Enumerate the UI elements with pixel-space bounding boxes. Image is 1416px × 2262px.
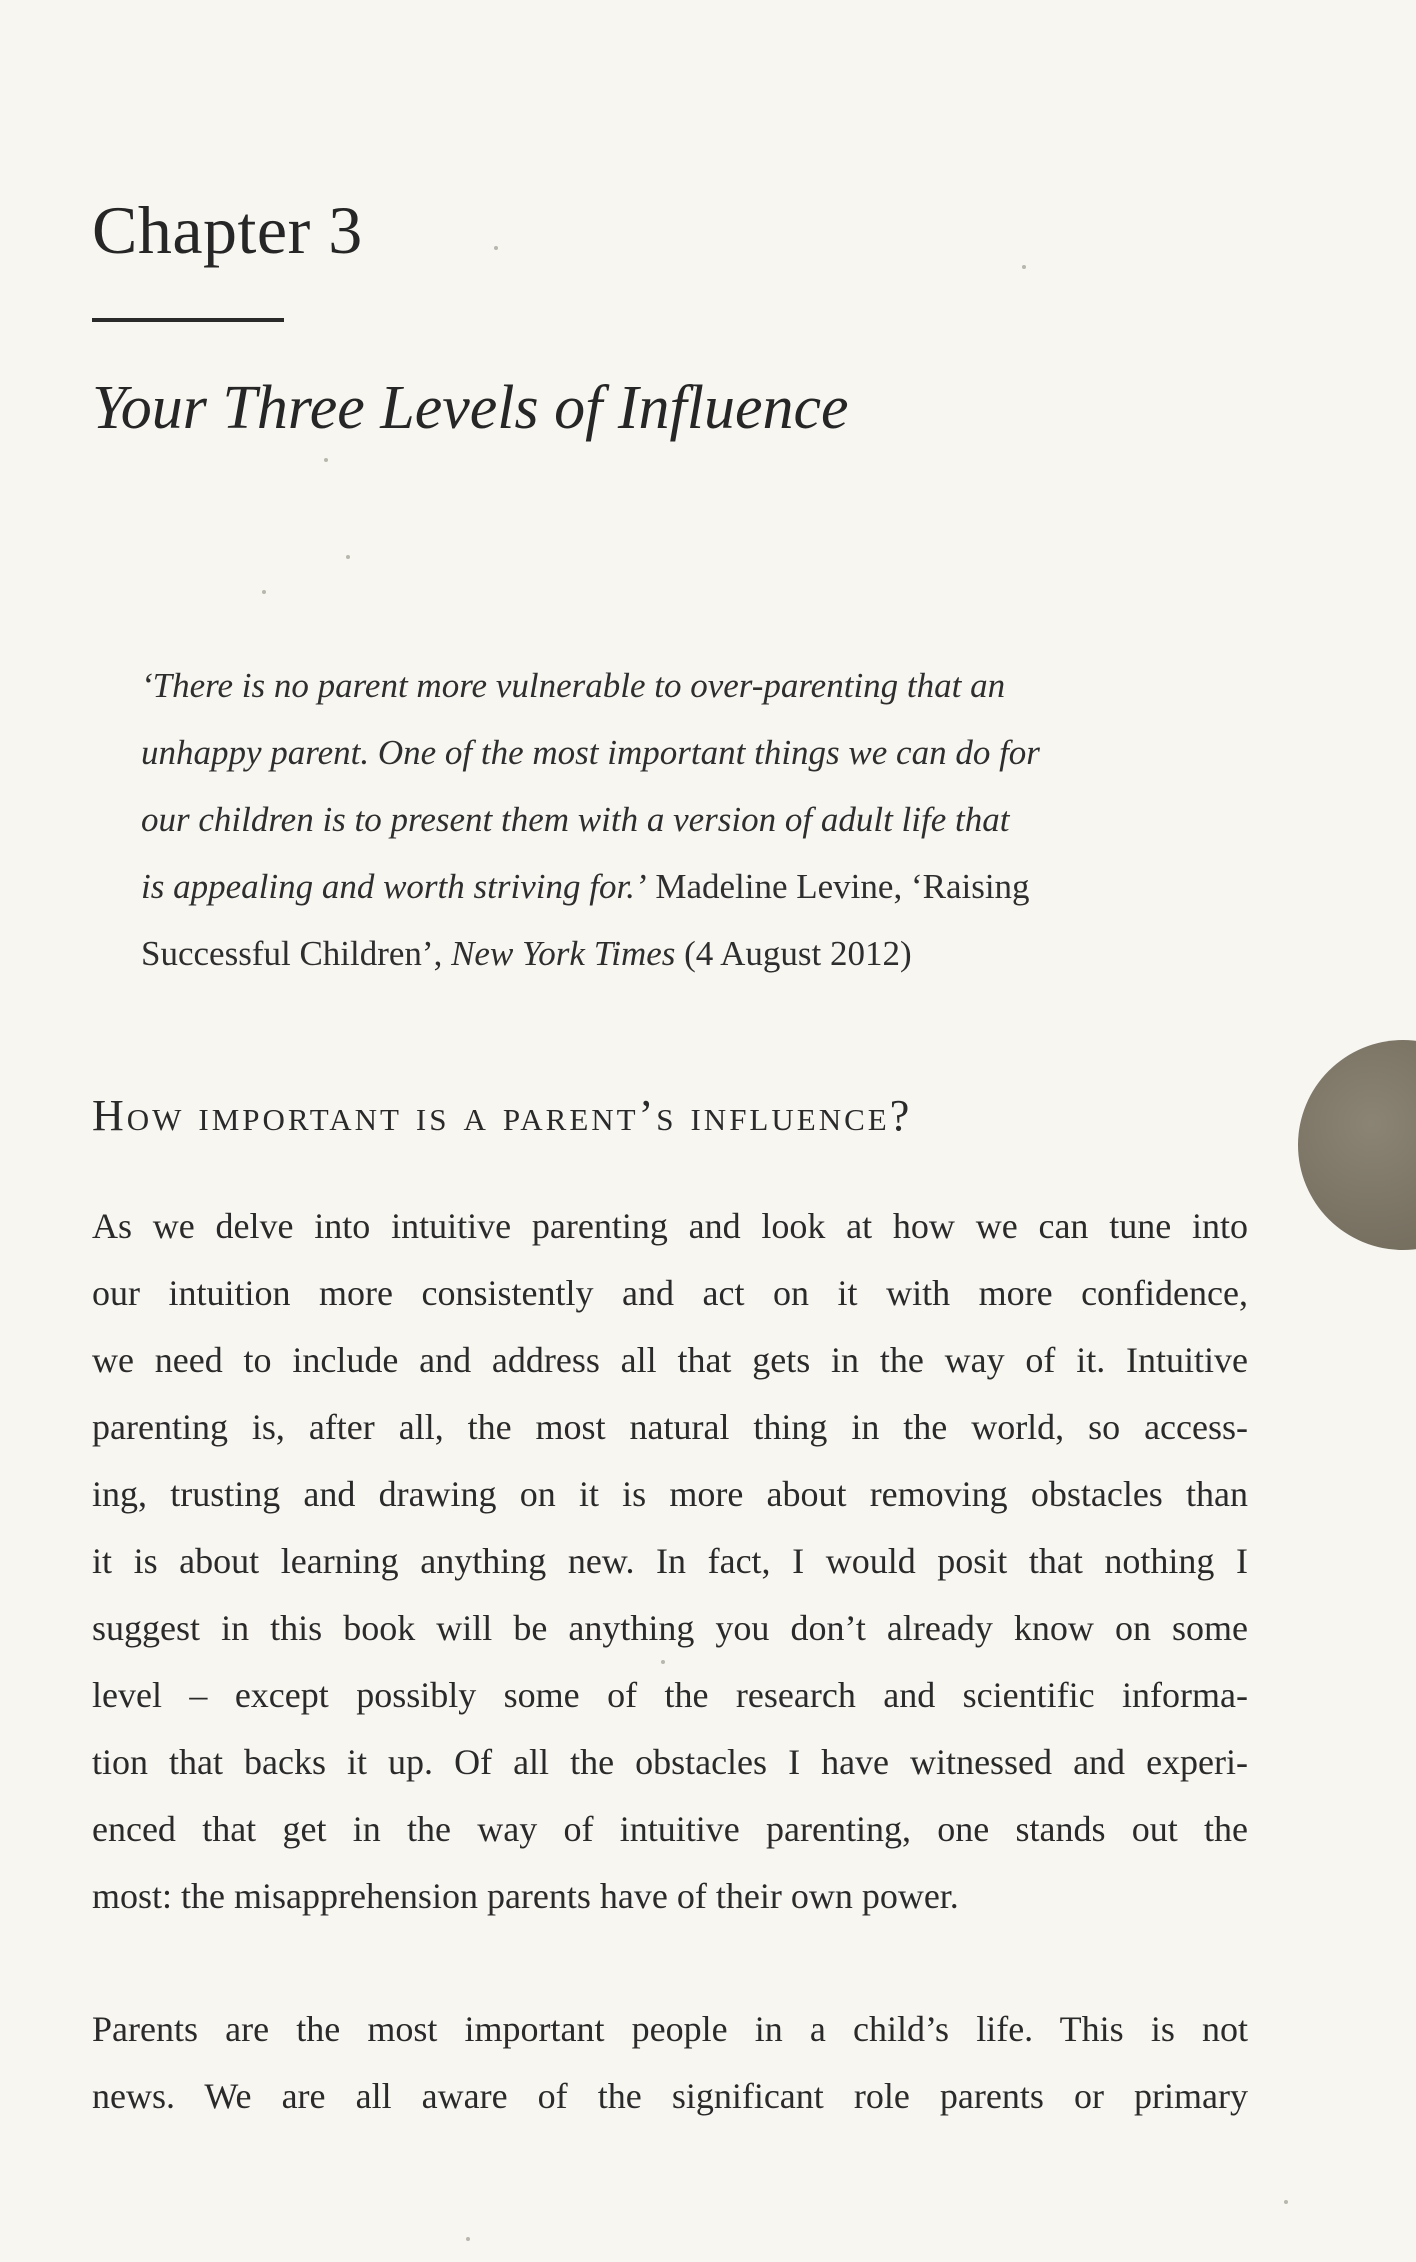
paper-speck [661, 1660, 665, 1664]
text-line: suggest in this book will be anything you don’t already know on some [92, 1608, 1248, 1648]
text-line: our intuition more consistently and act on it with more confidence, [92, 1273, 1248, 1313]
body-paragraph-2 [92, 1996, 1248, 2130]
paper-speck [1022, 265, 1026, 269]
chapter-title: Your Three Levels of Influence [92, 374, 849, 442]
epigraph-line: unhappy parent. One of the most important things we can do for [141, 733, 1040, 772]
text-line: news. We are all aware of the significant role parents or primary [92, 2076, 1248, 2116]
text-line: parenting is, after all, the most natural thing in the world, so access- [92, 1407, 1248, 1447]
paper-speck [494, 246, 498, 250]
epigraph-line: our children is to present them with a version of adult life that [141, 800, 1010, 839]
chapter-number: Chapter 3 [92, 192, 363, 268]
paper-speck [324, 458, 328, 462]
paper-speck [1284, 2200, 1288, 2204]
text-line: we need to include and address all that gets in the way of it. Intuitive [92, 1340, 1248, 1380]
section-heading: How important is a parent’s influence? [92, 1091, 913, 1140]
chapter-divider-rule [92, 318, 284, 322]
text-line: Parents are the most important people in a child’s life. This is not [92, 2009, 1248, 2049]
chapter-thumb-tab [1298, 1040, 1416, 1250]
text-line: most: the misapprehension parents have of their own power. [92, 1876, 959, 1916]
text-line: enced that get in the way of intuitive parenting, one stands out the [92, 1809, 1248, 1849]
paper-speck [466, 2237, 470, 2241]
text-line: tion that backs it up. Of all the obstacles I have witnessed and experi- [92, 1742, 1248, 1782]
epigraph-quote [141, 652, 1141, 987]
epigraph-line: ‘There is no parent more vulnerable to over-parenting that an [141, 666, 1006, 705]
epigraph-attribution: Successful Children’, New York Times (4 August 2012) [141, 934, 912, 973]
paper-speck [262, 590, 266, 594]
text-line: it is about learning anything new. In fact, I would posit that nothing I [92, 1541, 1248, 1581]
text-line: level – except possibly some of the research and scientific informa- [92, 1675, 1248, 1715]
text-line: ing, trusting and drawing on it is more about removing obstacles than [92, 1474, 1248, 1514]
body-paragraph-1 [92, 1193, 1248, 1930]
text-line: As we delve into intuitive parenting and look at how we can tune into [92, 1206, 1248, 1246]
epigraph-line: is appealing and worth striving for.’ Madeline Levine, ‘Raising [141, 867, 1030, 906]
paper-speck [346, 555, 350, 559]
